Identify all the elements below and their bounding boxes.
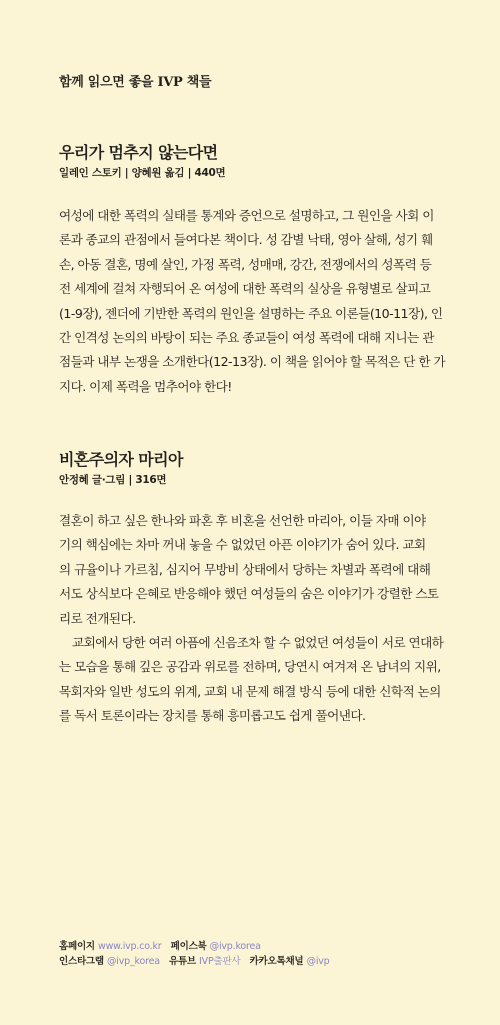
description-line: 전 세계에 걸쳐 자행되어 온 여성에 대한 폭력의 실상을 유형별로 살피고 [59, 281, 431, 297]
footer-line-1 [59, 939, 330, 954]
book-meta: 일레인 스토키 | 양혜원 옮김 | 440면 [59, 167, 226, 179]
homepage-link[interactable]: www.ivp.co.kr [98, 941, 162, 952]
homepage-label: 홈페이지 [59, 941, 95, 952]
description-line: 론과 종교의 관점에서 들여다본 책이다. 성 감별 낙태, 영아 살해, 성기 훼 [59, 232, 433, 248]
description-line: 간 인격성 논의의 바탕이 되는 주요 종교들이 여성 폭력에 대해 지니는 관 [59, 330, 434, 346]
book-entry-2 [59, 449, 444, 729]
book-description [59, 509, 444, 729]
book-entry-1 [59, 142, 444, 399]
description-line: 서도 상식보다 은혜로 반응해야 했던 여성들의 숨은 이야기가 강렬한 스토 [59, 586, 439, 602]
facebook-label: 페이스북 [170, 941, 207, 952]
description-line: 손, 아동 결혼, 명예 살인, 가정 폭력, 성매매, 강간, 전쟁에서의 성폭력 등 [59, 256, 432, 272]
description-line: 여성에 대한 폭력의 실태를 통계와 증언으로 설명하고, 그 원인을 사회 이 [59, 208, 434, 223]
description-line: 결혼이 하고 싶은 한나와 파혼 후 비혼을 선언한 마리아, 이들 자매 이야 [59, 513, 426, 528]
description-line: 는 모습을 통해 깊은 공감과 위로를 전하며, 당연시 여겨져 온 남녀의 지위, [59, 659, 441, 675]
description-line: 지다. 이제 폭력을 멈추어야 한다! [59, 378, 232, 394]
youtube-label: 유튜브 [169, 956, 196, 967]
description-line: 리로 전개된다. [59, 610, 136, 626]
kakao-link[interactable]: @ivp [306, 956, 330, 967]
description-line: 점들과 내부 논쟁을 소개한다(12-13장). 이 책을 읽어야 할 목적은 단 한 가 [59, 354, 446, 370]
book-description [59, 204, 444, 399]
description-line: 교회에서 당한 여러 아픔에 신음조차 할 수 없었던 여성들이 서로 연대하 [72, 635, 444, 651]
instagram-link[interactable]: @ivp_korea [107, 956, 160, 967]
kakao-label: 카카오톡채널 [249, 956, 304, 967]
description-line: 를 독서 토론이라는 장치를 통해 흥미롭고도 쉽게 풀어낸다. [59, 708, 366, 724]
book-title: 우리가 멈추지 않는다면 [59, 143, 218, 162]
book-title: 비혼주의자 마리아 [59, 450, 183, 469]
instagram-label: 인스타그램 [59, 956, 104, 967]
facebook-link[interactable]: @ivp.korea [209, 941, 261, 952]
description-line: 기의 핵심에는 차마 꺼내 놓을 수 없었던 아픈 이야기가 숨어 있다. 교회 [59, 537, 426, 553]
publisher-contact-footer [59, 939, 330, 969]
description-line: 목회자와 일반 성도의 위계, 교회 내 문제 해결 방식 등에 대한 신학적 논의 [59, 683, 441, 699]
footer-line-2 [59, 954, 330, 969]
youtube-link[interactable]: IVP출판사 [199, 956, 241, 967]
description-line: (1-9장), 젠더에 기반한 폭력의 원인을 설명하는 주요 이론들(10-11장), 인 [59, 305, 443, 321]
series-heading: 함께 읽으면 좋을 IVP 책들 [59, 75, 212, 90]
book-meta: 안정혜 글·그림 | 316면 [59, 474, 167, 486]
description-line: 의 규율이나 가르침, 심지어 무방비 상태에서 당하는 차별과 폭력에 대해 [59, 561, 431, 577]
